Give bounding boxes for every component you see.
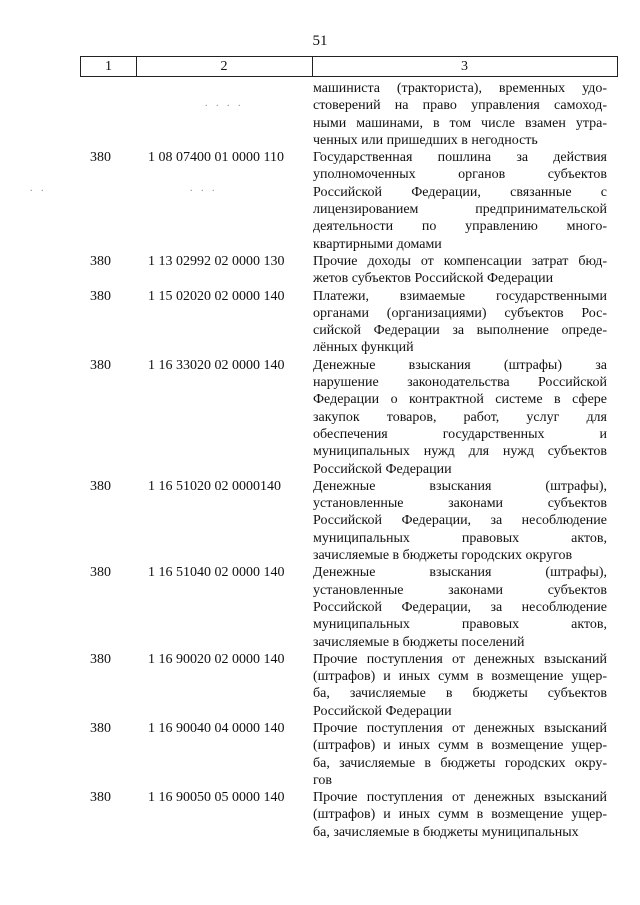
description-line: Российской Федерации xyxy=(313,703,452,719)
description-line: закупок товаров, работ, услуг для xyxy=(313,409,607,425)
scan-noise: . . xyxy=(30,183,47,194)
description-line: гов xyxy=(313,772,333,788)
description-line: органами (организациями) субъектов Рос- xyxy=(313,305,607,321)
description-line: Прочие поступления от денежных взысканий xyxy=(313,790,607,806)
budget-classification-code: 1 16 90040 04 0000 140 xyxy=(148,720,285,736)
description-line: сийской Федерации за выполнение опреде- xyxy=(313,323,607,339)
description-line: ченных или пришедших в негодность xyxy=(313,132,538,148)
description-line: Прочие доходы от компенсации затрат бюд- xyxy=(313,253,607,269)
income-description xyxy=(313,288,607,357)
table-row xyxy=(0,253,640,288)
description-line: ными машинами, в том числе взамен утра- xyxy=(313,115,607,131)
table-row xyxy=(0,789,640,841)
table-row xyxy=(0,720,640,789)
income-description xyxy=(313,478,607,564)
description-line: Денежные взыскания (штрафы), xyxy=(313,478,607,494)
admin-code: 380 xyxy=(90,357,111,373)
income-description xyxy=(313,720,607,789)
income-description xyxy=(313,80,607,149)
description-line: Российской Федерации xyxy=(313,461,452,477)
table-header xyxy=(80,56,618,77)
description-line: ба, зачисляемые в бюджеты муниципальных xyxy=(313,824,579,840)
table-row xyxy=(0,80,640,149)
budget-classification-code: 1 16 33020 02 0000 140 xyxy=(148,357,285,373)
budget-classification-code: 1 15 02020 02 0000 140 xyxy=(148,288,285,304)
description-line: Государственная пошлина за действия xyxy=(313,150,607,166)
budget-classification-code: 1 13 02992 02 0000 130 xyxy=(148,253,285,269)
table-row xyxy=(0,288,640,357)
description-line: обеспечения государственных и xyxy=(313,426,607,442)
admin-code: 380 xyxy=(90,720,111,736)
description-line: зачисляемые в бюджеты городских округов xyxy=(313,548,573,564)
admin-code: 380 xyxy=(90,651,111,667)
description-line: Платежи, взимаемые государственными xyxy=(313,288,607,304)
description-line: муниципальных правовых актов, xyxy=(313,530,607,546)
admin-code: 380 xyxy=(90,565,111,581)
description-line: ба, зачисляемые в бюджеты субъектов xyxy=(313,686,607,702)
income-description xyxy=(313,149,607,253)
description-line: квартирными домами xyxy=(313,236,442,252)
table-body xyxy=(0,80,640,841)
table-row xyxy=(0,478,640,564)
table-row xyxy=(0,149,640,253)
table-row xyxy=(0,651,640,720)
budget-classification-code: 1 16 90020 02 0000 140 xyxy=(148,651,285,667)
description-line: уполномоченных органов субъектов xyxy=(313,167,607,183)
budget-classification-code: 1 16 51040 02 0000 140 xyxy=(148,565,285,581)
header-col-3: 3 xyxy=(461,59,468,74)
description-line: Российской Федерации, за несоблюдение xyxy=(313,513,607,529)
description-line: Денежные взыскания (штрафы), xyxy=(313,565,607,581)
description-line: Денежные взыскания (штрафы) за xyxy=(313,357,607,373)
income-description xyxy=(313,357,607,478)
description-line: Прочие поступления от денежных взысканий xyxy=(313,651,607,667)
description-line: установленные законами субъектов xyxy=(313,582,607,598)
scan-noise: . . . xyxy=(190,183,218,194)
description-line: лённых функций xyxy=(313,340,414,356)
description-line: муниципальных правовых актов, xyxy=(313,617,607,633)
income-description xyxy=(313,253,607,288)
admin-code: 380 xyxy=(90,478,111,494)
budget-classification-code: 1 16 90050 05 0000 140 xyxy=(148,790,285,806)
description-line: ба, зачисляемые в бюджеты городских окру- xyxy=(313,755,607,771)
description-line: установленные законами субъектов xyxy=(313,496,607,512)
description-line: стоверений на право управления самоход- xyxy=(313,98,607,114)
page-number: 51 xyxy=(312,33,328,49)
description-line: (штрафов) и иных сумм в возмещение ущер- xyxy=(313,669,607,685)
description-line: зачисляемые в бюджеты поселений xyxy=(313,634,525,650)
description-line: деятельности по управлению много- xyxy=(313,219,607,235)
description-line: Федерации о контрактной системе в сфере xyxy=(313,392,607,408)
income-description xyxy=(313,789,607,841)
description-line: муниципальных нужд для нужд субъектов xyxy=(313,444,607,460)
table-row xyxy=(0,357,640,478)
admin-code: 380 xyxy=(90,150,111,166)
budget-classification-code: 1 16 51020 02 0000140 xyxy=(148,478,281,494)
admin-code: 380 xyxy=(90,790,111,806)
header-col-2: 2 xyxy=(136,57,313,76)
description-line: Прочие поступления от денежных взысканий xyxy=(313,720,607,736)
description-line: нарушение законодательства Российской xyxy=(313,375,607,391)
income-description xyxy=(313,564,607,650)
description-line: (штрафов) и иных сумм в возмещение ущер- xyxy=(313,738,607,754)
admin-code: 380 xyxy=(90,288,111,304)
table-row xyxy=(0,564,640,650)
budget-classification-code: 1 08 07400 01 0000 110 xyxy=(148,150,284,166)
scan-noise: . . . . xyxy=(205,98,244,109)
description-line: Российской Федерации, связанные с xyxy=(313,184,607,200)
admin-code: 380 xyxy=(90,253,111,269)
description-line: Российской Федерации, за несоблюдение xyxy=(313,599,607,615)
header-col-1: 1 xyxy=(81,57,137,76)
description-line: (штрафов) и иных сумм в возмещение ущер- xyxy=(313,807,607,823)
description-line: машиниста (тракториста), временных удо- xyxy=(313,81,607,96)
income-description xyxy=(313,651,607,720)
description-line: лицензированием предпринимательской xyxy=(313,202,607,218)
description-line: жетов субъектов Российской Федерации xyxy=(313,271,554,287)
